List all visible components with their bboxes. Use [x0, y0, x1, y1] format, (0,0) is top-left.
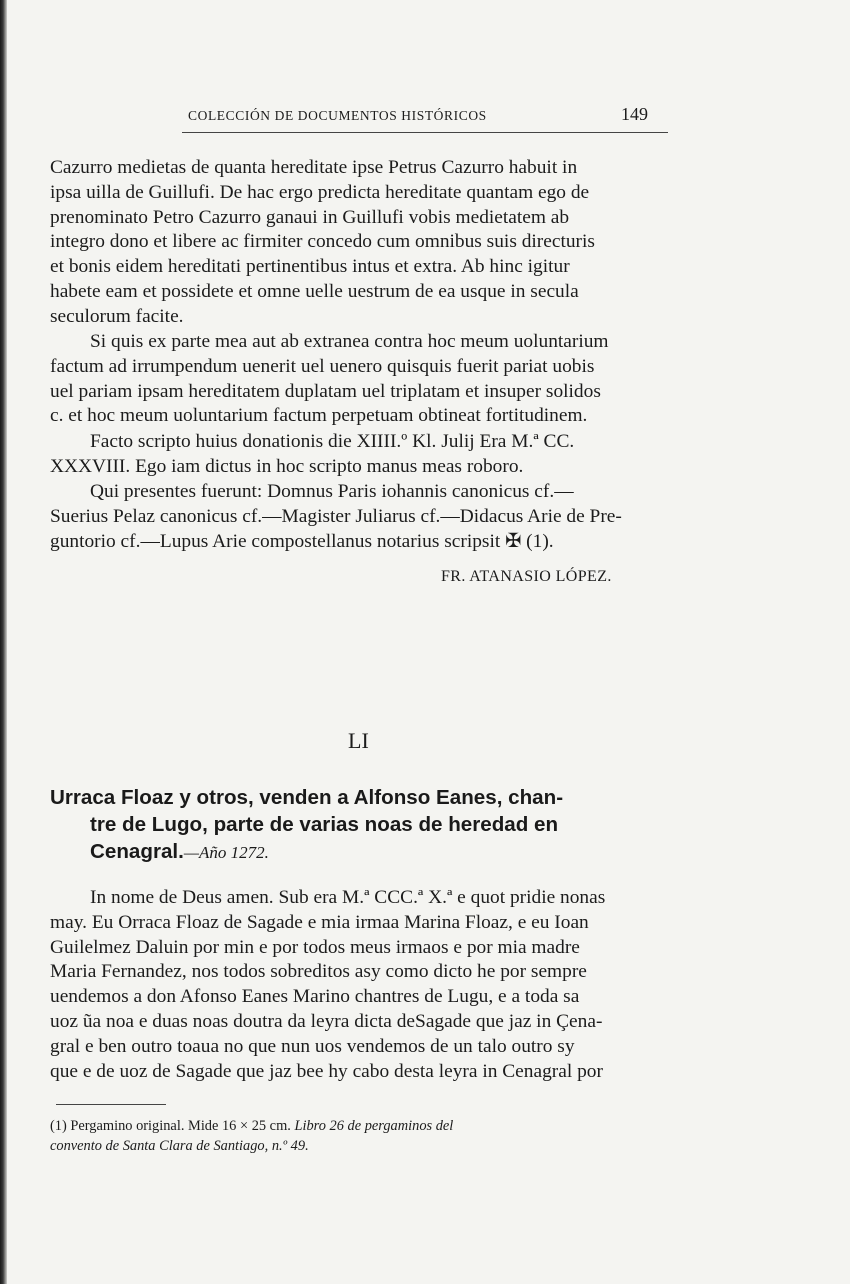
footnote [50, 1116, 680, 1156]
heading-line-last [50, 838, 680, 865]
author-signature: FR. ATANASIO LÓPEZ. [441, 568, 612, 585]
text-line: Guilelmez Daluin por min e por todos meus irmaos e por mia madre [50, 936, 580, 958]
text-line: uoz ũa noa e duas noas doutra da leyra dicta deSagade que jaz in Çena- [50, 1010, 603, 1032]
document-heading [50, 784, 680, 865]
text-line: seculorum facite. [50, 305, 184, 327]
text-line: ipsa uilla de Guillufi. De hac ergo predicta hereditate quantam ego de [50, 181, 590, 203]
paragraph-witnesses [50, 480, 670, 554]
text-line: et bonis eidem hereditati pertinentibus intus et extra. Ab hinc igitur [50, 256, 570, 278]
text-line: Maria Fernandez, nos todos sobreditos asy como dicto he por sempre [50, 961, 587, 983]
heading-line: Urraca Floaz y otros, venden a Alfonso Eanes, chan- [50, 786, 564, 809]
text-line: Si quis ex parte mea aut ab extranea contra hoc meum uoluntarium [90, 331, 609, 352]
text-line: uel pariam ipsam hereditatem duplatam uel triplatam et insuper solidos [50, 380, 601, 402]
paragraph-sale-text [50, 886, 670, 1084]
text-line: Qui presentes fuerunt: Domnus Paris iohannis canonicus cf.— [90, 481, 574, 502]
heading-line: tre de Lugo, parte de varias noas de heredad en [90, 813, 559, 836]
text-line: uendemos a don Afonso Eanes Marino chantres de Lugu, e a toda sa [50, 986, 580, 1008]
text-line: integro dono et libere ac firmiter concedo cum omnibus suis directuris [50, 231, 595, 253]
paragraph-penalty-clause [50, 330, 670, 429]
footnote-rule [56, 1104, 166, 1105]
heading-place: Cenagral. [90, 840, 184, 863]
running-title: COLECCIÓN DE DOCUMENTOS HISTÓRICOS [188, 108, 487, 123]
footnote-line [50, 1116, 680, 1136]
text-line: habete eam et possidete et omne uelle uestrum de ea usque in secula [50, 280, 579, 302]
section-number: LI [348, 728, 369, 753]
running-header [188, 102, 648, 132]
text-line: Cazurro medietas de quanta hereditate ipse Petrus Cazurro habuit in [50, 157, 578, 178]
heading-date: —Año 1272. [183, 843, 269, 862]
footnote-reference-cont: convento de Santa Clara de Santiago, n.º 49. [50, 1138, 309, 1154]
text-line: In nome de Deus amen. Sub era M.ª CCC.ª X.ª e quot pridie nonas [90, 887, 606, 908]
paragraph-donation-text [50, 156, 670, 330]
header-rule [182, 132, 668, 133]
text-line: Suerius Pelaz canonicus cf.—Magister Juliarus cf.—Didacus Arie de Pre- [50, 505, 622, 527]
text-line: que e de uoz de Sagade que jaz bee hy cabo desta leyra in Cenagral por [50, 1060, 603, 1082]
footnote-reference: Libro 26 de pergaminos del [294, 1118, 454, 1134]
text-line: may. Eu Orraca Floaz de Sagade e mia irmaa Marina Floaz, e eu Ioan [50, 911, 589, 933]
page-number: 149 [621, 104, 648, 124]
text-line: factum ad irrumpendum uenerit uel uenero quisquis fuerit pariat uobis [50, 355, 595, 377]
text-line: prenominato Petro Cazurro ganaui in Guillufi vobis medietatem ab [50, 206, 570, 228]
text-line: gral e ben outro toaua no que nun uos vendemos de un talo outro sy [50, 1035, 575, 1057]
text-line: XXXVIII. Ego iam dictus in hoc scripto manus meas roboro. [50, 455, 524, 477]
scan-page-edge [0, 0, 7, 1284]
paragraph-dating-clause [50, 430, 670, 480]
footnote-source: (1) Pergamino original. Mide 16 × 25 cm. [50, 1118, 291, 1134]
text-line: c. et hoc meum uoluntarium factum perpetuam obtineat fortitudinem. [50, 405, 588, 427]
text-line: Facto scripto huius donationis die XIIII.º Kl. Julij Era M.ª CC. [90, 431, 575, 452]
text-line: guntorio cf.—Lupus Arie compostellanus notarius scripsit ✠ (1). [50, 530, 554, 552]
